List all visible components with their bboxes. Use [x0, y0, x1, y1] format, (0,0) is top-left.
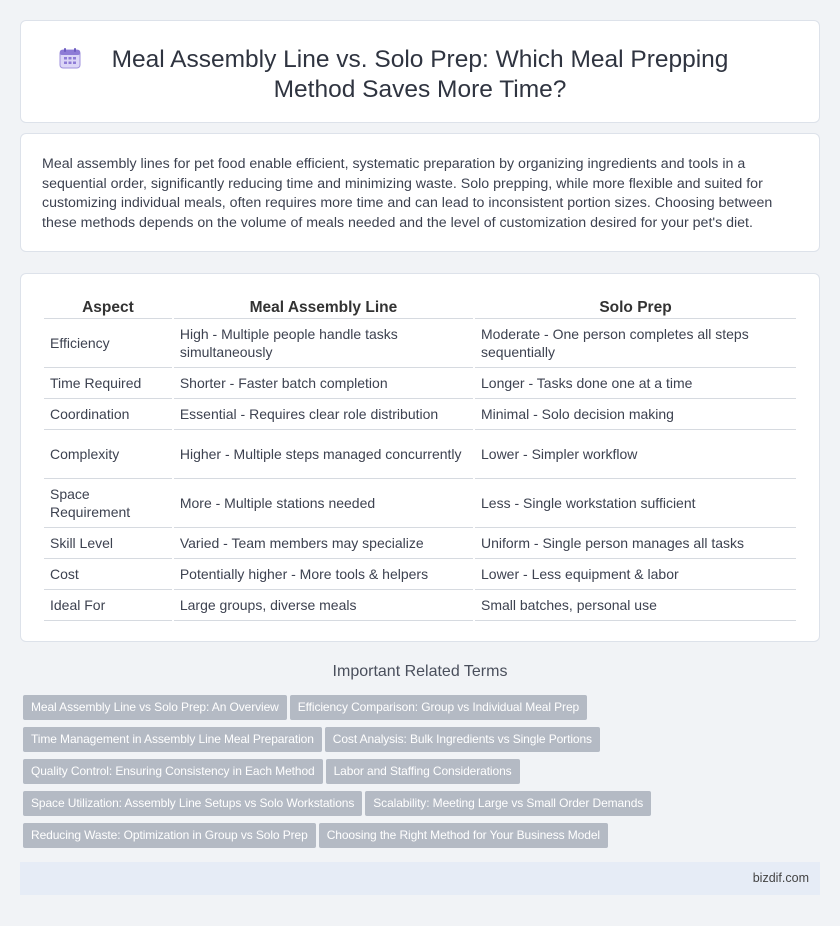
- row-solo-prep: Minimal - Solo decision making: [475, 399, 796, 430]
- table-row: [44, 590, 796, 621]
- table-row: [44, 399, 796, 430]
- row-solo-prep: Moderate - One person completes all steps sequentially: [475, 319, 796, 368]
- related-term-link[interactable]: Labor and Staffing Considerations: [326, 759, 520, 784]
- table-row: [44, 368, 796, 399]
- row-aspect: Ideal For: [44, 590, 172, 621]
- row-assembly-line: Potentially higher - More tools & helpers: [174, 559, 473, 590]
- row-aspect: Coordination: [44, 399, 172, 430]
- related-term-link[interactable]: Choosing the Right Method for Your Business Model: [319, 823, 608, 848]
- row-solo-prep: Lower - Simpler workflow: [475, 430, 796, 479]
- row-aspect: Time Required: [44, 368, 172, 399]
- row-solo-prep: Longer - Tasks done one at a time: [475, 368, 796, 399]
- related-term-link[interactable]: Efficiency Comparison: Group vs Individual Meal Prep: [290, 695, 587, 720]
- title-card: [20, 20, 820, 123]
- header-assembly-line: Meal Assembly Line: [174, 296, 473, 319]
- row-solo-prep: Lower - Less equipment & labor: [475, 559, 796, 590]
- row-aspect: Space Requirement: [44, 479, 172, 528]
- related-terms-title: Important Related Terms: [332, 663, 508, 680]
- table-header-row: [44, 296, 796, 319]
- related-term-link[interactable]: Meal Assembly Line vs Solo Prep: An Overview: [23, 695, 287, 720]
- related-term-link[interactable]: Scalability: Meeting Large vs Small Order Demands: [365, 791, 651, 816]
- row-aspect: Cost: [44, 559, 172, 590]
- row-aspect: Efficiency: [44, 319, 172, 368]
- row-aspect: Complexity: [44, 430, 172, 479]
- related-term-link[interactable]: Time Management in Assembly Line Meal Preparation: [23, 727, 322, 752]
- related-term-link[interactable]: Cost Analysis: Bulk Ingredients vs Single Portions: [325, 727, 600, 752]
- row-solo-prep: Less - Single workstation sufficient: [475, 479, 796, 528]
- row-solo-prep: Small batches, personal use: [475, 590, 796, 621]
- row-solo-prep: Uniform - Single person manages all tasks: [475, 528, 796, 559]
- header-aspect: Aspect: [44, 296, 172, 319]
- row-assembly-line: Essential - Requires clear role distribution: [174, 399, 473, 430]
- intro-card: [20, 133, 820, 252]
- footer-site-link[interactable]: bizdif.com: [752, 871, 809, 885]
- related-term-link[interactable]: Reducing Waste: Optimization in Group vs Solo Prep: [23, 823, 316, 848]
- comparison-card: [20, 273, 820, 642]
- table-row: [44, 559, 796, 590]
- related-term-link[interactable]: Quality Control: Ensuring Consistency in Each Method: [23, 759, 323, 784]
- table-row: [44, 319, 796, 368]
- row-assembly-line: Varied - Team members may specialize: [174, 528, 473, 559]
- row-assembly-line: Shorter - Faster batch completion: [174, 368, 473, 399]
- table-row: [44, 479, 796, 528]
- table-row: [44, 430, 796, 479]
- related-terms-list: [23, 695, 813, 855]
- comparison-table: [42, 296, 798, 621]
- row-assembly-line: Higher - Multiple steps managed concurrently: [174, 430, 473, 479]
- table-row: [44, 528, 796, 559]
- page-title: Meal Assembly Line vs. Solo Prep: Which Meal Prepping Method Saves More Time?: [111, 46, 729, 103]
- row-assembly-line: More - Multiple stations needed: [174, 479, 473, 528]
- related-term-link[interactable]: Space Utilization: Assembly Line Setups vs Solo Workstations: [23, 791, 362, 816]
- header-solo-prep: Solo Prep: [475, 296, 796, 319]
- footer-bar: [20, 862, 820, 895]
- intro-paragraph: Meal assembly lines for pet food enable efficient, systematic preparation by organizing ingredients and tools in a sequential order, significantly reducing time and minimizing waste. Solo prepping, while more flexible and suited for customizing individual meals, often requires more time and can lead to inconsistent portion sizes. Choosing between these methods depends on the volume of meals needed and the level of customization desired for your pet's diet.: [42, 156, 773, 231]
- row-aspect: Skill Level: [44, 528, 172, 559]
- row-assembly-line: Large groups, diverse meals: [174, 590, 473, 621]
- row-assembly-line: High - Multiple people handle tasks simultaneously: [174, 319, 473, 368]
